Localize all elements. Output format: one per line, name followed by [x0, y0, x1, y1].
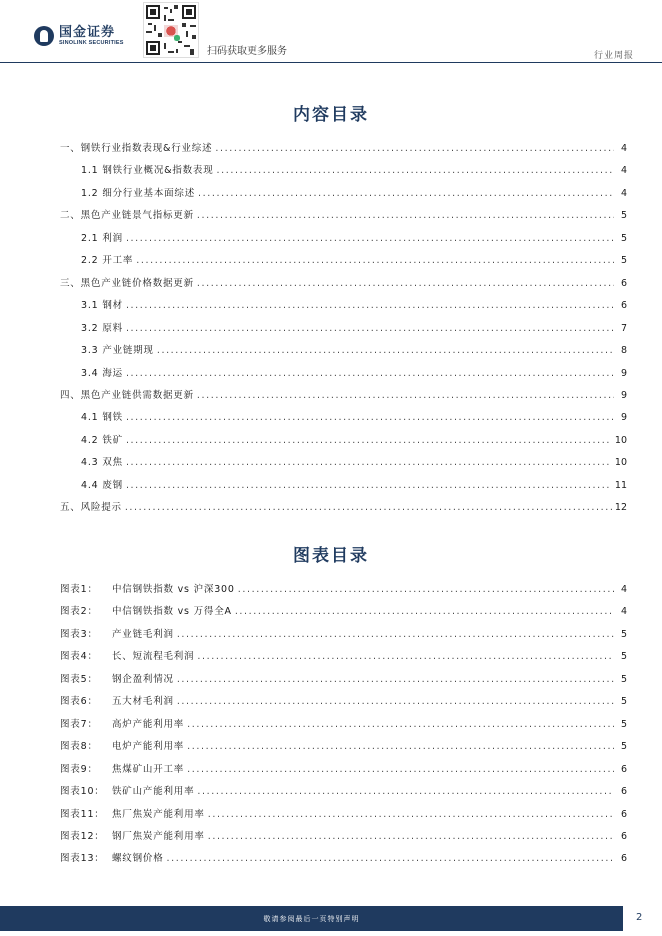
leader-dots — [126, 323, 614, 335]
figure-item-page: 5 — [620, 651, 627, 663]
toc-item-label: 3.4 海运 — [81, 367, 123, 379]
toc-item[interactable] — [81, 412, 627, 424]
figure-item-page: 5 — [620, 696, 627, 708]
toc-item[interactable] — [81, 233, 627, 245]
toc-item[interactable] — [81, 457, 627, 469]
toc-item-label: 四、黑色产业链供需数据更新 — [60, 389, 194, 401]
figure-item-number: 图表13： — [60, 853, 105, 865]
leader-dots — [208, 831, 614, 843]
figure-item-label: 中信钢铁指数 vs 沪深300 — [112, 584, 235, 595]
leader-dots — [198, 188, 614, 200]
toc-item-page: 5 — [620, 210, 627, 222]
toc-item[interactable] — [81, 323, 627, 335]
figure-item-number: 图表10： — [60, 786, 105, 798]
figure-item[interactable] — [60, 786, 627, 798]
toc-item[interactable] — [81, 435, 627, 447]
figure-item-label: 长、短流程毛利润 — [112, 651, 195, 663]
figure-item[interactable] — [60, 584, 627, 596]
toc-item-label: 1.2 细分行业基本面综述 — [81, 187, 196, 199]
qr-caption: 扫码获取更多服务 — [207, 46, 287, 57]
toc-item-label: 4.2 铁矿 — [81, 434, 123, 446]
figure-item-label: 铁矿山产能利用率 — [112, 786, 195, 798]
logo-name-cn: 国金证券 — [59, 25, 116, 40]
toc-item-page: 6 — [620, 300, 627, 312]
toc-item[interactable] — [60, 502, 627, 514]
figure-item-label: 电炉产能利用率 — [112, 741, 185, 753]
leader-dots — [177, 629, 614, 641]
figure-item-number: 图表11： — [60, 808, 105, 820]
figure-item-label: 螺纹钢价格 — [112, 853, 164, 865]
figure-item-number: 图表9： — [60, 763, 98, 775]
toc-item[interactable] — [81, 300, 627, 312]
logo-icon — [34, 26, 54, 46]
toc-item[interactable] — [81, 480, 627, 492]
toc-item-label: 1.1 钢铁行业概况&指数表现 — [81, 165, 214, 177]
leader-dots — [126, 435, 612, 447]
toc-item-page: 10 — [614, 457, 627, 469]
figure-item-page: 6 — [620, 808, 627, 820]
page-header — [0, 0, 662, 64]
toc-item-page: 5 — [620, 255, 627, 267]
figure-item-number: 图表2： — [60, 606, 98, 618]
toc-item-label: 2.2 开工率 — [81, 255, 134, 267]
figure-item[interactable] — [60, 629, 627, 641]
footer-disclaimer: 敬请参阅最后一页特别声明 — [263, 915, 360, 923]
leader-dots — [126, 368, 614, 380]
figure-item-number: 图表4： — [60, 651, 98, 663]
leader-dots — [177, 674, 614, 686]
toc-item[interactable] — [60, 390, 627, 402]
toc-item[interactable] — [81, 255, 627, 267]
toc-item-page: 9 — [620, 412, 627, 424]
toc-item-page: 5 — [620, 232, 627, 244]
leader-dots — [126, 480, 612, 492]
toc-item-label: 三、黑色产业链价格数据更新 — [60, 277, 194, 289]
figure-item-page: 5 — [620, 741, 627, 753]
leader-dots — [187, 741, 614, 753]
page-footer — [0, 906, 623, 931]
toc-item-page: 4 — [620, 187, 627, 199]
figure-item-label: 五大材毛利润 — [112, 696, 174, 708]
toc-item-label: 4.4 废钢 — [81, 479, 123, 491]
figure-list-title: 图表目录 — [293, 546, 369, 566]
leader-dots — [126, 300, 614, 312]
figure-item-number: 图表8： — [60, 741, 98, 753]
leader-dots — [238, 584, 614, 596]
toc-item-label: 4.3 双焦 — [81, 457, 123, 469]
toc-item[interactable] — [81, 188, 627, 200]
toc-item[interactable] — [81, 345, 627, 357]
toc-item[interactable] — [60, 143, 627, 155]
toc-item[interactable] — [81, 165, 627, 177]
figure-item-page: 5 — [620, 673, 627, 685]
figure-item-label: 高炉产能利用率 — [112, 718, 185, 730]
toc-item-label: 五、风险提示 — [60, 502, 122, 514]
toc-item-page: 11 — [614, 479, 627, 491]
toc-item-label: 一、钢铁行业指数表现&行业综述 — [60, 143, 213, 154]
figure-item[interactable] — [60, 719, 627, 731]
figure-item-page: 6 — [620, 830, 627, 842]
report-category: 行业周报 — [593, 51, 634, 61]
toc-item-page: 12 — [614, 502, 627, 514]
toc-item-label: 4.1 钢铁 — [81, 412, 123, 424]
figure-item[interactable] — [60, 741, 627, 753]
leader-dots — [126, 412, 614, 424]
figure-item-page: 4 — [620, 606, 627, 618]
figure-item-label: 钢企盈利情况 — [112, 673, 174, 685]
figure-item-label: 钢厂焦炭产能利用率 — [112, 830, 205, 842]
toc-item-label: 二、黑色产业链景气指标更新 — [60, 210, 194, 222]
leader-dots — [126, 233, 614, 245]
toc-item-page: 4 — [620, 165, 627, 177]
toc-item-page: 4 — [620, 143, 627, 154]
leader-dots — [197, 390, 614, 402]
company-logo — [34, 26, 124, 47]
toc-item-page: 9 — [620, 367, 627, 379]
logo-name-en: SINOLINK SECURITIES — [59, 40, 124, 46]
leader-dots — [215, 143, 614, 155]
leader-dots — [197, 651, 614, 663]
figure-item[interactable] — [60, 809, 627, 821]
leader-dots — [208, 809, 614, 821]
leader-dots — [125, 502, 612, 514]
leader-dots — [235, 606, 614, 618]
figure-item-label: 产业链毛利润 — [112, 628, 174, 640]
toc-item-page: 6 — [620, 277, 627, 289]
figure-item-page: 6 — [620, 786, 627, 798]
leader-dots — [167, 853, 614, 865]
figure-item-label: 中信钢铁指数 vs 万得全A — [112, 606, 232, 618]
figure-item[interactable] — [60, 606, 627, 618]
leader-dots — [197, 210, 614, 222]
toc-item-label: 3.2 原料 — [81, 322, 123, 334]
figure-item-number: 图表6： — [60, 696, 98, 708]
figure-item[interactable] — [60, 651, 627, 663]
leader-dots — [217, 165, 614, 177]
leader-dots — [157, 345, 614, 357]
figure-item[interactable] — [60, 696, 627, 708]
leader-dots — [187, 719, 614, 731]
figure-item[interactable] — [60, 853, 627, 865]
toc-item-label: 3.3 产业链期现 — [81, 345, 154, 357]
toc-title: 内容目录 — [293, 105, 369, 125]
toc-item[interactable] — [81, 368, 627, 380]
figure-item-number: 图表5： — [60, 673, 98, 685]
figure-item-page: 5 — [620, 628, 627, 640]
figure-item-number: 图表3： — [60, 628, 98, 640]
figure-item-page: 6 — [620, 853, 627, 865]
page-number: 2 — [636, 912, 643, 923]
header-divider — [0, 62, 662, 63]
figure-item-page: 4 — [620, 584, 627, 595]
figure-item[interactable] — [60, 831, 627, 843]
toc-item-page: 9 — [620, 389, 627, 401]
toc-item-label: 2.1 利润 — [81, 232, 123, 244]
figure-item[interactable] — [60, 764, 627, 776]
figure-item-number: 图表1： — [60, 584, 98, 595]
leader-dots — [126, 457, 612, 469]
leader-dots — [197, 278, 614, 290]
figure-item-page: 6 — [620, 763, 627, 775]
leader-dots — [136, 255, 614, 267]
leader-dots — [177, 696, 614, 708]
leader-dots — [187, 764, 614, 776]
figure-item-number: 图表7： — [60, 718, 98, 730]
figure-item-number: 图表12： — [60, 830, 105, 842]
toc-item-page: 7 — [620, 322, 627, 334]
toc-item[interactable] — [60, 210, 627, 222]
figure-item-page: 5 — [620, 718, 627, 730]
figure-item[interactable] — [60, 674, 627, 686]
figure-item-label: 焦厂焦炭产能利用率 — [112, 808, 205, 820]
figure-item-label: 焦煤矿山开工率 — [112, 763, 185, 775]
qr-code-icon — [143, 2, 199, 58]
toc-item-page: 10 — [614, 434, 627, 446]
toc-item[interactable] — [60, 278, 627, 290]
toc-item-label: 3.1 钢材 — [81, 300, 123, 312]
leader-dots — [197, 786, 614, 798]
toc-item-page: 8 — [620, 345, 627, 357]
